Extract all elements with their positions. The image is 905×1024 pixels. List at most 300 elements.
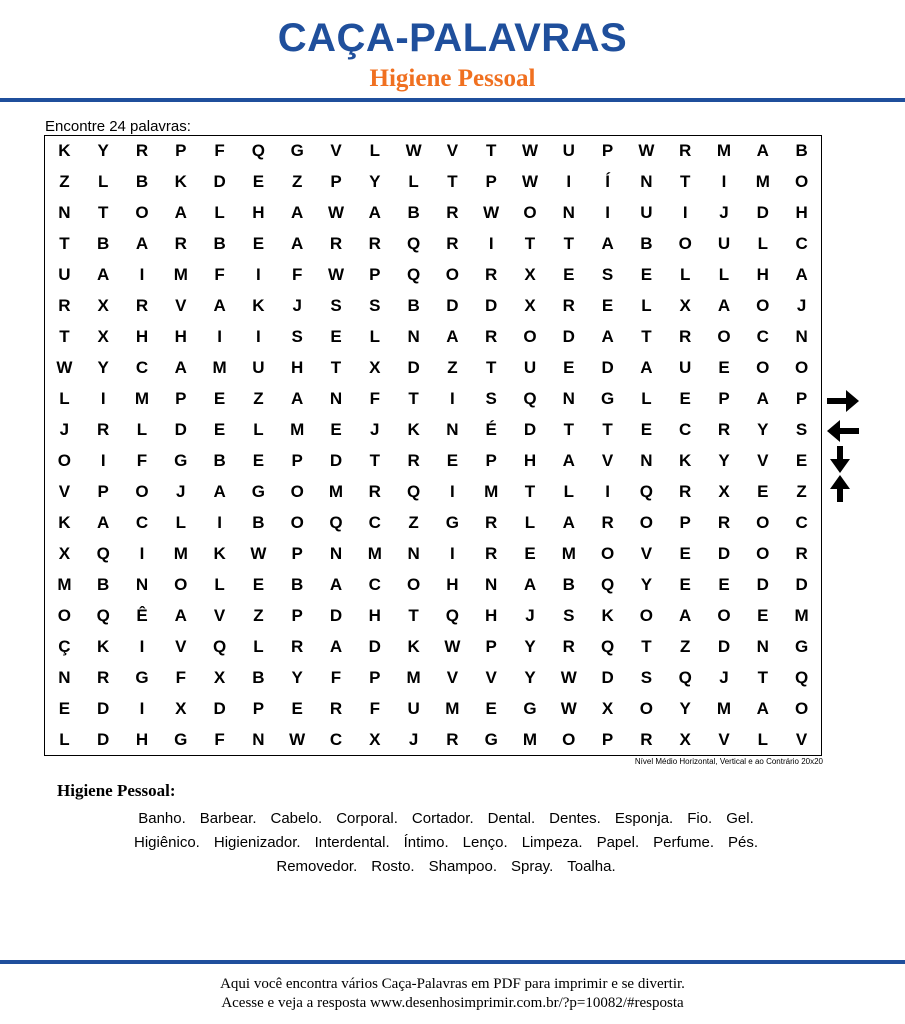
grid-cell[interactable]: K <box>58 512 71 532</box>
grid-cell[interactable]: K <box>407 420 420 440</box>
grid-cell[interactable]: L <box>757 234 768 254</box>
grid-cell[interactable]: I <box>450 389 455 409</box>
grid-cell[interactable]: V <box>446 667 459 687</box>
grid-cell[interactable]: A <box>329 574 343 594</box>
grid-cell[interactable]: C <box>756 327 769 347</box>
grid-cell[interactable]: T <box>59 327 70 347</box>
grid-cell[interactable]: V <box>601 450 614 470</box>
grid-cell[interactable]: E <box>213 420 226 440</box>
grid-cell[interactable]: K <box>97 636 110 656</box>
grid-cell[interactable]: Y <box>524 667 536 687</box>
grid-cell[interactable]: G <box>174 729 188 749</box>
grid-cell[interactable]: B <box>252 667 265 687</box>
grid-cell[interactable]: L <box>369 327 380 347</box>
grid-cell[interactable]: J <box>176 481 186 501</box>
grid-cell[interactable]: Q <box>523 389 537 409</box>
grid-cell[interactable]: F <box>369 698 380 718</box>
grid-cell[interactable]: Q <box>96 543 110 563</box>
grid-cell[interactable]: D <box>174 420 187 440</box>
grid-cell[interactable]: H <box>756 265 769 285</box>
grid-cell[interactable]: T <box>563 420 574 440</box>
grid-cell[interactable]: F <box>292 265 303 285</box>
grid-cell[interactable]: F <box>214 729 225 749</box>
grid-cell[interactable]: P <box>330 172 342 192</box>
grid-cell[interactable]: O <box>639 698 653 718</box>
grid-cell[interactable]: D <box>756 574 769 594</box>
grid-cell[interactable]: I <box>605 481 610 501</box>
grid-cell[interactable]: Y <box>97 358 109 378</box>
grid-cell[interactable]: E <box>58 698 71 718</box>
grid-cell[interactable]: S <box>369 296 381 316</box>
grid-cell[interactable]: Y <box>524 636 536 656</box>
grid-cell[interactable]: X <box>524 296 536 316</box>
grid-cell[interactable]: E <box>757 481 769 501</box>
grid-cell[interactable]: S <box>795 420 808 440</box>
grid-cell[interactable]: E <box>563 265 575 285</box>
grid-cell[interactable]: C <box>795 512 808 532</box>
grid-cell[interactable]: P <box>369 265 381 285</box>
grid-cell[interactable]: A <box>291 203 304 223</box>
grid-cell[interactable]: C <box>368 512 381 532</box>
grid-cell[interactable]: V <box>640 543 653 563</box>
grid-cell[interactable]: E <box>252 574 265 594</box>
grid-cell[interactable]: Z <box>59 172 70 192</box>
grid-cell[interactable]: V <box>446 141 459 161</box>
grid-cell[interactable]: E <box>213 389 226 409</box>
grid-cell[interactable]: Q <box>212 636 227 656</box>
grid-cell[interactable]: N <box>795 327 808 347</box>
grid-cell[interactable]: R <box>97 667 110 687</box>
grid-cell[interactable]: P <box>252 698 265 718</box>
grid-cell[interactable]: E <box>252 234 265 254</box>
grid-cell[interactable]: R <box>58 296 71 316</box>
grid-cell[interactable]: O <box>794 698 809 718</box>
grid-cell[interactable]: G <box>290 141 304 161</box>
grid-cell[interactable]: W <box>560 698 577 718</box>
grid-cell[interactable]: F <box>175 667 186 687</box>
grid-cell[interactable]: N <box>562 389 575 409</box>
grid-cell[interactable]: B <box>407 296 420 316</box>
grid-cell[interactable]: Q <box>639 481 653 501</box>
grid-cell[interactable]: W <box>483 203 500 223</box>
grid-cell[interactable]: G <box>794 636 809 656</box>
grid-cell[interactable]: H <box>135 327 149 347</box>
grid-cell[interactable]: I <box>450 543 455 563</box>
grid-cell[interactable]: L <box>175 512 186 532</box>
grid-cell[interactable]: I <box>256 265 261 285</box>
grid-cell[interactable]: Q <box>794 667 809 687</box>
grid-cell[interactable]: O <box>600 543 615 563</box>
grid-cell[interactable]: R <box>446 234 459 254</box>
grid-cell[interactable]: H <box>135 729 149 749</box>
grid-cell[interactable]: B <box>407 203 420 223</box>
grid-cell[interactable]: A <box>756 698 769 718</box>
grid-cell[interactable]: R <box>485 327 498 347</box>
grid-cell[interactable]: G <box>135 667 149 687</box>
grid-cell[interactable]: U <box>562 141 575 161</box>
grid-cell[interactable]: R <box>97 420 110 440</box>
grid-cell[interactable]: C <box>329 729 343 749</box>
grid-cell[interactable]: O <box>57 605 72 625</box>
grid-cell[interactable]: E <box>446 450 459 470</box>
grid-cell[interactable]: M <box>134 389 150 409</box>
grid-cell[interactable]: D <box>329 450 343 470</box>
grid-cell[interactable]: I <box>566 172 572 192</box>
grid-cell[interactable]: O <box>756 296 770 316</box>
grid-cell[interactable]: O <box>135 203 149 223</box>
grid-cell[interactable]: Ê <box>136 605 148 625</box>
grid-cell[interactable]: R <box>135 141 149 161</box>
grid-cell[interactable]: A <box>97 265 110 285</box>
grid-cell[interactable]: Z <box>408 512 419 532</box>
grid-cell[interactable]: B <box>213 234 226 254</box>
grid-cell[interactable]: A <box>795 265 808 285</box>
grid-cell[interactable]: H <box>523 450 537 470</box>
grid-cell[interactable]: I <box>217 512 222 532</box>
grid-cell[interactable]: B <box>252 512 265 532</box>
grid-cell[interactable]: E <box>718 358 730 378</box>
grid-cell[interactable]: F <box>214 265 225 285</box>
grid-cell[interactable]: E <box>563 358 575 378</box>
grid-cell[interactable]: Z <box>796 481 807 501</box>
grid-cell[interactable]: E <box>640 420 653 440</box>
grid-cell[interactable]: R <box>717 512 731 532</box>
grid-cell[interactable]: O <box>57 450 72 470</box>
grid-cell[interactable]: D <box>601 667 614 687</box>
grid-cell[interactable]: L <box>718 265 730 285</box>
grid-cell[interactable]: P <box>291 450 303 470</box>
grid-cell[interactable]: Z <box>253 605 264 625</box>
grid-cell[interactable]: E <box>330 327 342 347</box>
grid-cell[interactable]: M <box>212 358 227 378</box>
grid-cell[interactable]: O <box>290 481 304 501</box>
grid-cell[interactable]: P <box>795 389 808 409</box>
grid-cell[interactable]: J <box>370 420 380 440</box>
grid-cell[interactable]: M <box>173 543 188 563</box>
grid-cell[interactable]: U <box>58 265 71 285</box>
grid-cell[interactable]: G <box>523 698 537 718</box>
grid-cell[interactable]: A <box>523 574 537 594</box>
grid-cell[interactable]: P <box>97 481 109 501</box>
grid-cell[interactable]: A <box>446 327 459 347</box>
grid-cell[interactable]: R <box>679 481 692 501</box>
grid-cell[interactable]: A <box>213 296 226 316</box>
grid-cell[interactable]: P <box>485 450 497 470</box>
grid-cell[interactable]: P <box>369 667 381 687</box>
grid-cell[interactable]: B <box>640 234 653 254</box>
grid-cell[interactable]: M <box>755 172 770 192</box>
grid-cell[interactable]: E <box>601 296 614 316</box>
grid-cell[interactable]: P <box>601 141 614 161</box>
grid-cell[interactable]: Z <box>447 358 458 378</box>
grid-cell[interactable]: D <box>213 698 226 718</box>
grid-cell[interactable]: M <box>561 543 576 563</box>
grid-cell[interactable]: R <box>601 512 614 532</box>
grid-cell[interactable]: T <box>98 203 109 223</box>
grid-cell[interactable]: N <box>329 543 343 563</box>
grid-cell[interactable]: E <box>252 450 265 470</box>
grid-cell[interactable]: W <box>250 543 267 563</box>
grid-cell[interactable]: B <box>562 574 575 594</box>
grid-cell[interactable]: R <box>329 698 343 718</box>
grid-cell[interactable]: L <box>214 203 225 223</box>
grid-cell[interactable]: V <box>795 729 808 749</box>
grid-cell[interactable]: M <box>716 141 732 161</box>
grid-cell[interactable]: X <box>97 296 109 316</box>
grid-cell[interactable]: W <box>638 141 655 161</box>
grid-cell[interactable]: A <box>601 234 614 254</box>
grid-cell[interactable]: Q <box>445 605 459 625</box>
grid-cell[interactable]: O <box>445 265 459 285</box>
grid-cell[interactable]: M <box>328 481 344 501</box>
grid-cell[interactable]: E <box>795 450 808 470</box>
grid-cell[interactable]: O <box>717 605 731 625</box>
grid-cell[interactable]: Y <box>718 450 730 470</box>
grid-cell[interactable]: D <box>446 296 459 316</box>
grid-cell[interactable]: G <box>174 450 188 470</box>
grid-cell[interactable]: L <box>253 636 264 656</box>
grid-cell[interactable]: U <box>640 203 653 223</box>
grid-cell[interactable]: Q <box>678 667 692 687</box>
grid-cell[interactable]: D <box>407 358 420 378</box>
grid-cell[interactable]: V <box>175 636 187 656</box>
grid-cell[interactable]: E <box>330 420 342 440</box>
grid-cell[interactable]: R <box>562 636 575 656</box>
grid-cell[interactable]: S <box>640 667 653 687</box>
grid-cell[interactable]: L <box>136 420 148 440</box>
grid-cell[interactable]: X <box>718 481 730 501</box>
grid-cell[interactable]: L <box>563 481 574 501</box>
grid-cell[interactable]: K <box>213 543 226 563</box>
grid-cell[interactable]: M <box>445 698 460 718</box>
grid-cell[interactable]: M <box>484 481 499 501</box>
grid-cell[interactable]: J <box>408 729 419 749</box>
grid-cell[interactable]: T <box>447 172 458 192</box>
grid-cell[interactable]: Y <box>640 574 653 594</box>
grid-cell[interactable]: R <box>485 512 498 532</box>
grid-cell[interactable]: J <box>525 605 535 625</box>
grid-cell[interactable]: A <box>97 512 110 532</box>
grid-cell[interactable]: C <box>135 512 149 532</box>
grid-cell[interactable]: P <box>175 141 187 161</box>
grid-cell[interactable]: R <box>679 327 692 347</box>
grid-cell[interactable]: V <box>213 605 226 625</box>
grid-cell[interactable]: J <box>796 296 807 316</box>
grid-cell[interactable]: C <box>368 574 381 594</box>
grid-cell[interactable]: P <box>175 389 187 409</box>
grid-cell[interactable]: R <box>485 265 498 285</box>
grid-cell[interactable]: M <box>794 605 809 625</box>
grid-cell[interactable]: F <box>214 141 225 161</box>
grid-cell[interactable]: C <box>135 358 149 378</box>
grid-cell[interactable]: X <box>213 667 226 687</box>
grid-cell[interactable]: Q <box>329 512 343 532</box>
grid-cell[interactable]: D <box>485 296 498 316</box>
grid-cell[interactable]: U <box>717 234 731 254</box>
grid-cell[interactable]: N <box>252 729 265 749</box>
grid-cell[interactable]: A <box>368 203 381 223</box>
grid-cell[interactable]: Q <box>251 141 265 161</box>
grid-cell[interactable]: N <box>485 574 498 594</box>
grid-cell[interactable]: Q <box>96 605 110 625</box>
grid-cell[interactable]: V <box>485 667 497 687</box>
grid-cell[interactable]: O <box>678 234 692 254</box>
grid-cell[interactable]: Y <box>757 420 769 440</box>
grid-cell[interactable]: I <box>139 636 145 656</box>
grid-cell[interactable]: N <box>640 172 653 192</box>
grid-cell[interactable]: H <box>291 358 304 378</box>
grid-cell[interactable]: X <box>175 698 187 718</box>
grid-cell[interactable]: D <box>97 729 110 749</box>
grid-cell[interactable]: Q <box>600 574 615 594</box>
grid-cell[interactable]: I <box>139 265 145 285</box>
grid-cell[interactable]: P <box>718 389 730 409</box>
grid-cell[interactable]: M <box>406 667 421 687</box>
grid-cell[interactable]: D <box>601 358 614 378</box>
grid-cell[interactable]: W <box>327 203 345 223</box>
grid-cell[interactable]: L <box>98 172 109 192</box>
grid-cell[interactable]: N <box>407 327 420 347</box>
grid-cell[interactable]: N <box>446 420 459 440</box>
grid-cell[interactable]: B <box>135 172 149 192</box>
grid-cell[interactable]: Y <box>97 141 109 161</box>
grid-cell[interactable]: R <box>446 203 459 223</box>
grid-cell[interactable]: D <box>329 605 343 625</box>
grid-cell[interactable]: W <box>521 172 539 192</box>
grid-cell[interactable]: D <box>368 636 381 656</box>
grid-cell[interactable]: K <box>174 172 187 192</box>
grid-cell[interactable]: A <box>640 358 653 378</box>
grid-cell[interactable]: A <box>717 296 731 316</box>
grid-cell[interactable]: A <box>562 450 575 470</box>
grid-cell[interactable]: Y <box>291 667 303 687</box>
grid-cell[interactable]: X <box>369 729 381 749</box>
grid-cell[interactable]: E <box>679 543 691 563</box>
grid-cell[interactable]: M <box>522 729 538 749</box>
grid-cell[interactable]: N <box>58 203 71 223</box>
grid-cell[interactable]: R <box>446 729 459 749</box>
grid-cell[interactable]: A <box>679 605 692 625</box>
grid-cell[interactable]: P <box>291 605 303 625</box>
grid-cell[interactable]: D <box>213 172 226 192</box>
grid-cell[interactable]: A <box>174 203 187 223</box>
grid-cell[interactable]: Y <box>369 172 381 192</box>
grid-cell[interactable]: H <box>252 203 265 223</box>
grid-cell[interactable]: N <box>407 543 420 563</box>
grid-cell[interactable]: X <box>58 543 71 563</box>
grid-cell[interactable]: T <box>486 358 497 378</box>
grid-cell[interactable]: F <box>136 450 148 470</box>
grid-cell[interactable]: M <box>367 543 382 563</box>
grid-cell[interactable]: D <box>756 203 769 223</box>
grid-cell[interactable]: R <box>562 296 575 316</box>
grid-cell[interactable]: L <box>59 389 70 409</box>
grid-cell[interactable]: É <box>485 420 497 440</box>
grid-cell[interactable]: J <box>292 296 302 316</box>
grid-cell[interactable]: I <box>682 203 688 223</box>
grid-cell[interactable]: W <box>521 141 539 161</box>
grid-cell[interactable]: A <box>213 481 226 501</box>
grid-cell[interactable]: P <box>291 543 303 563</box>
grid-cell[interactable]: R <box>717 420 731 440</box>
grid-cell[interactable]: T <box>680 172 691 192</box>
grid-cell[interactable]: K <box>601 605 614 625</box>
grid-cell[interactable]: V <box>757 450 769 470</box>
grid-cell[interactable]: N <box>329 389 343 409</box>
grid-cell[interactable]: E <box>679 389 691 409</box>
grid-cell[interactable]: Ç <box>58 636 71 656</box>
grid-cell[interactable]: U <box>252 358 265 378</box>
grid-cell[interactable]: T <box>408 389 419 409</box>
grid-cell[interactable]: R <box>135 296 149 316</box>
grid-cell[interactable]: S <box>601 265 614 285</box>
grid-cell[interactable]: H <box>485 605 498 625</box>
grid-cell[interactable]: M <box>716 698 732 718</box>
grid-cell[interactable]: W <box>327 265 345 285</box>
grid-cell[interactable]: S <box>485 389 497 409</box>
grid-cell[interactable]: R <box>485 543 498 563</box>
grid-cell[interactable]: Í <box>605 172 610 192</box>
grid-cell[interactable]: L <box>757 729 768 749</box>
grid-cell[interactable]: T <box>563 234 574 254</box>
grid-cell[interactable]: F <box>330 667 342 687</box>
grid-cell[interactable]: T <box>59 234 70 254</box>
grid-cell[interactable]: B <box>97 234 110 254</box>
grid-cell[interactable]: J <box>719 203 729 223</box>
grid-cell[interactable]: T <box>486 141 497 161</box>
grid-cell[interactable]: C <box>679 420 692 440</box>
grid-cell[interactable]: W <box>560 667 577 687</box>
grid-cell[interactable]: S <box>330 296 342 316</box>
grid-cell[interactable]: B <box>213 450 226 470</box>
grid-cell[interactable]: N <box>58 667 71 687</box>
grid-cell[interactable]: X <box>601 698 614 718</box>
grid-cell[interactable]: E <box>485 698 497 718</box>
grid-cell[interactable]: D <box>523 420 537 440</box>
grid-cell[interactable]: M <box>290 420 305 440</box>
grid-cell[interactable]: T <box>524 234 536 254</box>
grid-cell[interactable]: L <box>408 172 419 192</box>
grid-cell[interactable]: L <box>680 265 691 285</box>
grid-cell[interactable]: U <box>679 358 692 378</box>
grid-cell[interactable]: O <box>756 358 770 378</box>
grid-cell[interactable]: T <box>602 420 613 440</box>
grid-cell[interactable]: S <box>563 605 575 625</box>
grid-cell[interactable]: W <box>289 729 306 749</box>
grid-cell[interactable]: G <box>600 389 615 409</box>
grid-cell[interactable]: V <box>718 729 730 749</box>
grid-cell[interactable]: F <box>369 389 380 409</box>
grid-cell[interactable]: A <box>174 358 187 378</box>
grid-cell[interactable]: D <box>562 327 575 347</box>
grid-cell[interactable]: K <box>679 450 692 470</box>
grid-cell[interactable]: E <box>524 543 536 563</box>
grid-cell[interactable]: R <box>368 481 381 501</box>
grid-cell[interactable]: I <box>605 203 610 223</box>
grid-cell[interactable]: A <box>174 605 187 625</box>
grid-cell[interactable]: W <box>56 358 73 378</box>
grid-cell[interactable]: H <box>174 327 187 347</box>
grid-cell[interactable]: P <box>485 172 497 192</box>
grid-cell[interactable]: X <box>369 358 381 378</box>
grid-cell[interactable]: O <box>562 729 576 749</box>
grid-cell[interactable]: T <box>408 605 419 625</box>
grid-cell[interactable]: O <box>794 172 809 192</box>
grid-cell[interactable]: O <box>174 574 188 594</box>
grid-cell[interactable]: I <box>100 450 106 470</box>
grid-cell[interactable]: K <box>252 296 265 316</box>
grid-cell[interactable]: J <box>59 420 70 440</box>
